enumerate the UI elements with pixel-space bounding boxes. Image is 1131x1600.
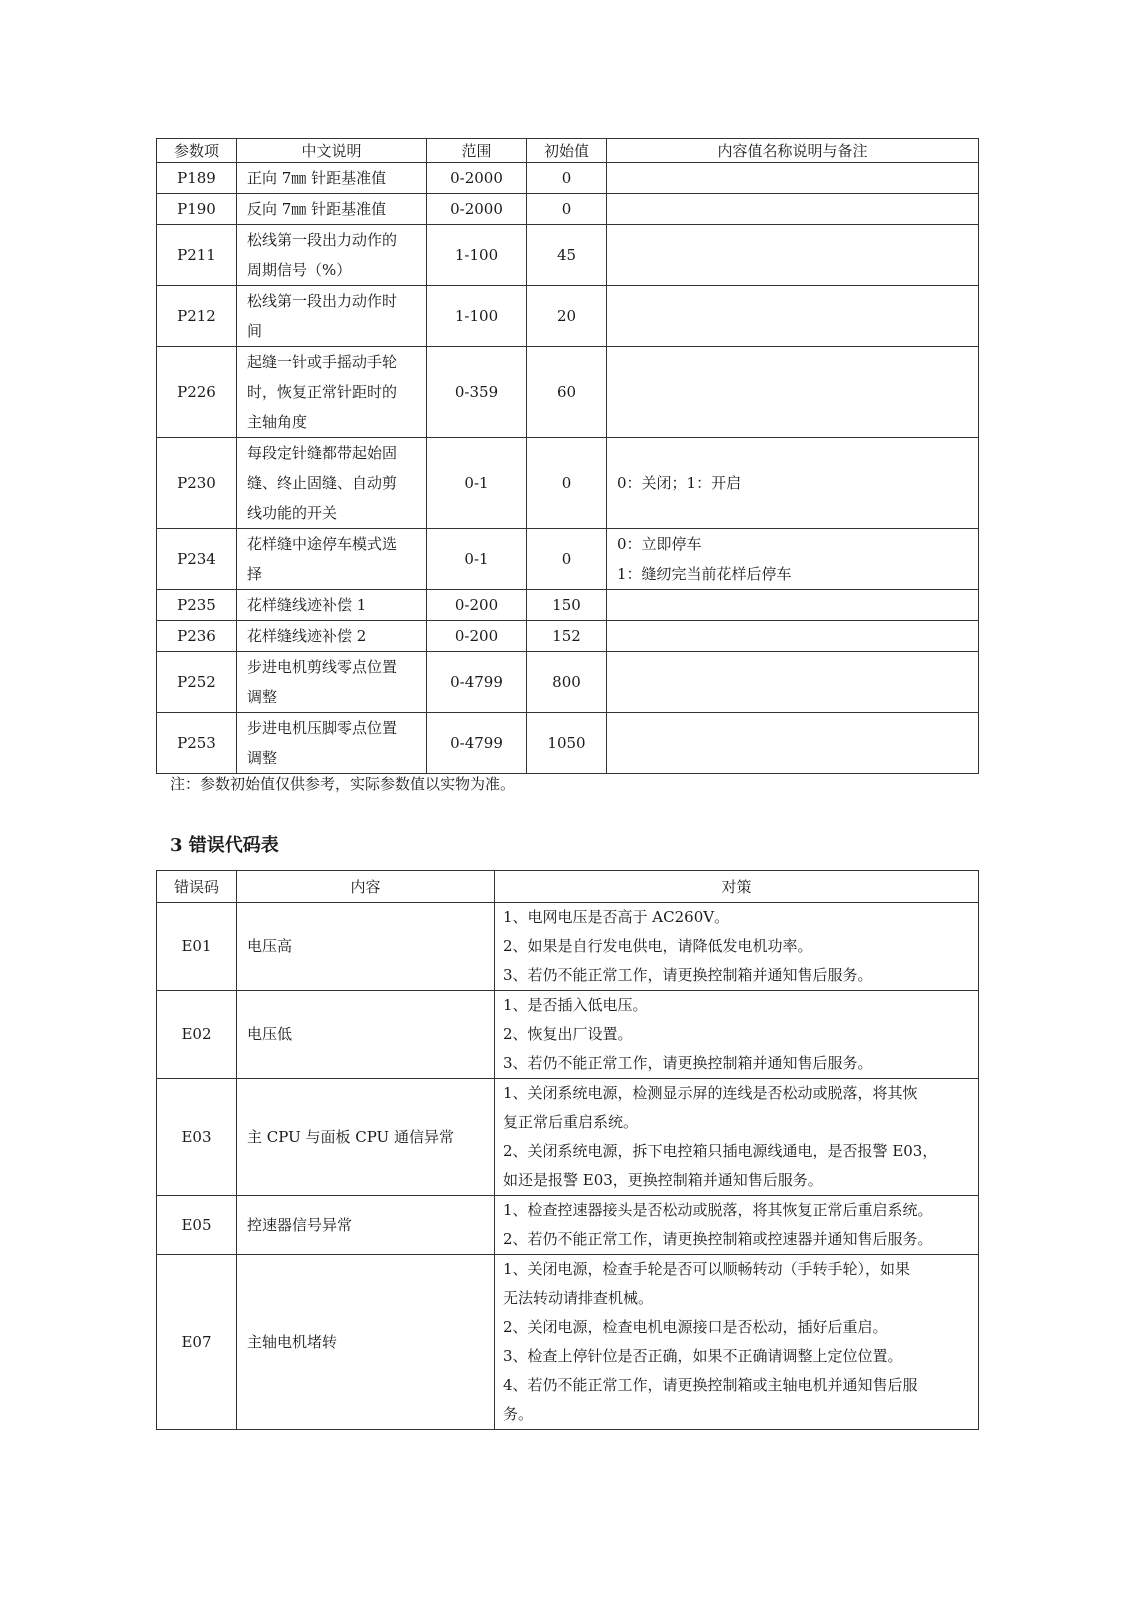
param-remarks	[607, 652, 979, 713]
description-line: 正向 7㎜ 针距基准值	[247, 169, 387, 187]
table-row	[157, 991, 979, 1079]
description-line: 步进电机压脚零点位置	[247, 719, 398, 737]
param-remarks	[607, 590, 979, 621]
header-initial-value: 初始值	[527, 139, 607, 163]
param-initial-value: 0	[527, 194, 607, 225]
remark-line: 0：关闭；1：开启	[617, 474, 742, 492]
measure-line: 如还是报警 E03，更换控制箱并通知售后服务。	[503, 1171, 823, 1189]
remark-line: 0：立即停车	[617, 535, 702, 553]
param-id: P253	[157, 713, 237, 774]
table-row	[157, 286, 979, 347]
description-line: 花样缝线迹补偿 2	[247, 627, 367, 645]
error-measures	[495, 1255, 979, 1430]
param-id: P211	[157, 225, 237, 286]
error-measures	[495, 1196, 979, 1255]
measure-line: 3、若仍不能正常工作，请更换控制箱并通知售后服务。	[503, 1054, 873, 1072]
param-initial-value: 1050	[527, 713, 607, 774]
param-remarks	[607, 194, 979, 225]
table-row	[157, 903, 979, 991]
param-initial-value: 800	[527, 652, 607, 713]
description-line: 缝、终止固缝、自动剪	[247, 474, 398, 492]
param-initial-value: 45	[527, 225, 607, 286]
measure-line: 2、若仍不能正常工作，请更换控制箱或控速器并通知售后服务。	[503, 1230, 933, 1248]
header-param-id: 参数项	[157, 139, 237, 163]
description-line: 每段定针缝都带起始固	[247, 444, 398, 462]
param-initial-value: 20	[527, 286, 607, 347]
table-row	[157, 621, 979, 652]
param-range: 0-200	[427, 590, 527, 621]
param-initial-value: 150	[527, 590, 607, 621]
param-initial-value: 0	[527, 438, 607, 529]
parameter-table-body	[157, 163, 979, 774]
description-line: 松线第一段出力动作的	[247, 231, 398, 249]
param-remarks	[607, 438, 979, 529]
param-initial-value: 0	[527, 163, 607, 194]
measure-line: 4、若仍不能正常工作，请更换控制箱或主轴电机并通知售后服	[503, 1376, 918, 1394]
param-range: 0-200	[427, 621, 527, 652]
error-content: 主轴电机堵转	[237, 1255, 495, 1430]
description-line: 步进电机剪线零点位置	[247, 658, 398, 676]
param-range: 1-100	[427, 225, 527, 286]
error-code: E01	[157, 903, 237, 991]
error-content: 电压高	[237, 903, 495, 991]
param-id: P226	[157, 347, 237, 438]
measure-line: 复正常后重启系统。	[503, 1113, 639, 1131]
error-code: E02	[157, 991, 237, 1079]
error-content: 主 CPU 与面板 CPU 通信异常	[237, 1079, 495, 1196]
param-range: 0-2000	[427, 194, 527, 225]
description-line: 调整	[247, 688, 278, 706]
param-description	[237, 590, 427, 621]
error-code: E05	[157, 1196, 237, 1255]
error-measures	[495, 991, 979, 1079]
error-code-table	[156, 870, 979, 1430]
table-row	[157, 225, 979, 286]
param-remarks	[607, 163, 979, 194]
param-id: P234	[157, 529, 237, 590]
measure-line: 3、检查上停针位是否正确，如果不正确请调整上定位位置。	[503, 1347, 903, 1365]
param-id: P212	[157, 286, 237, 347]
param-description	[237, 621, 427, 652]
param-description	[237, 225, 427, 286]
param-range: 0-4799	[427, 713, 527, 774]
param-description	[237, 194, 427, 225]
param-description	[237, 529, 427, 590]
parameter-table	[156, 138, 979, 774]
param-description	[237, 163, 427, 194]
measure-line: 1、关闭系统电源，检测显示屏的连线是否松动或脱落，将其恢	[503, 1084, 918, 1102]
header-error-code: 错误码	[157, 871, 237, 903]
error-table-body	[157, 903, 979, 1430]
section-title: 3 错误代码表	[170, 835, 279, 856]
param-range: 0-1	[427, 529, 527, 590]
description-line: 松线第一段出力动作时	[247, 292, 398, 310]
measure-line: 务。	[503, 1405, 534, 1423]
param-range: 1-100	[427, 286, 527, 347]
param-initial-value: 0	[527, 529, 607, 590]
param-id: P189	[157, 163, 237, 194]
table-row	[157, 590, 979, 621]
description-line: 起缝一针或手摇动手轮	[247, 353, 398, 371]
param-description	[237, 713, 427, 774]
param-initial-value: 152	[527, 621, 607, 652]
param-id: P235	[157, 590, 237, 621]
description-line: 线功能的开关	[247, 504, 338, 522]
header-content: 内容	[237, 871, 495, 903]
param-description	[237, 286, 427, 347]
table-row	[157, 529, 979, 590]
table-row	[157, 713, 979, 774]
description-line: 周期信号（%）	[247, 261, 352, 279]
param-remarks	[607, 529, 979, 590]
error-code: E03	[157, 1079, 237, 1196]
measure-line: 2、如果是自行发电供电，请降低发电机功率。	[503, 937, 813, 955]
param-remarks	[607, 713, 979, 774]
measure-line: 1、关闭电源，检查手轮是否可以顺畅转动（手转手轮），如果	[503, 1260, 911, 1278]
measure-line: 3、若仍不能正常工作，请更换控制箱并通知售后服务。	[503, 966, 873, 984]
error-table-header	[157, 871, 979, 903]
table-row	[157, 194, 979, 225]
param-remarks	[607, 347, 979, 438]
param-range: 0-2000	[427, 163, 527, 194]
param-id: P252	[157, 652, 237, 713]
param-remarks	[607, 621, 979, 652]
description-line: 间	[247, 322, 263, 340]
param-id: P190	[157, 194, 237, 225]
parameter-table-header	[157, 139, 979, 163]
table-row	[157, 1079, 979, 1196]
description-line: 主轴角度	[247, 413, 308, 431]
remark-line: 1：缝纫完当前花样后停车	[617, 565, 792, 583]
description-line: 择	[247, 565, 263, 583]
header-remarks: 内容值名称说明与备注	[607, 139, 979, 163]
measure-line: 2、关闭系统电源，拆下电控箱只插电源线通电，是否报警 E03，	[503, 1142, 938, 1160]
table-row	[157, 347, 979, 438]
param-range: 0-1	[427, 438, 527, 529]
measure-line: 1、是否插入低电压。	[503, 996, 648, 1014]
error-measures	[495, 1079, 979, 1196]
measure-line: 2、恢复出厂设置。	[503, 1025, 633, 1043]
table-row	[157, 438, 979, 529]
header-measures: 对策	[495, 871, 979, 903]
parameter-note: 注：参数初始值仅供参考，实际参数值以实物为准。	[170, 775, 516, 793]
measure-line: 1、检查控速器接头是否松动或脱落，将其恢复正常后重启系统。	[503, 1201, 933, 1219]
param-id: P230	[157, 438, 237, 529]
measure-line: 1、电网电压是否高于 AC260V。	[503, 908, 730, 926]
table-row	[157, 652, 979, 713]
description-line: 调整	[247, 749, 278, 767]
table-row	[157, 1255, 979, 1430]
table-row	[157, 1196, 979, 1255]
param-range: 0-4799	[427, 652, 527, 713]
error-measures	[495, 903, 979, 991]
param-description	[237, 438, 427, 529]
description-line: 时，恢复正常针距时的	[247, 383, 398, 401]
header-range: 范围	[427, 139, 527, 163]
param-remarks	[607, 286, 979, 347]
param-initial-value: 60	[527, 347, 607, 438]
measure-line: 无法转动请排查机械。	[503, 1289, 654, 1307]
error-content: 电压低	[237, 991, 495, 1079]
description-line: 反向 7㎜ 针距基准值	[247, 200, 387, 218]
header-description: 中文说明	[237, 139, 427, 163]
error-content: 控速器信号异常	[237, 1196, 495, 1255]
param-range: 0-359	[427, 347, 527, 438]
param-description	[237, 652, 427, 713]
description-line: 花样缝线迹补偿 1	[247, 596, 367, 614]
description-line: 花样缝中途停车模式选	[247, 535, 398, 553]
error-code: E07	[157, 1255, 237, 1430]
param-id: P236	[157, 621, 237, 652]
table-row	[157, 163, 979, 194]
param-description	[237, 347, 427, 438]
measure-line: 2、关闭电源，检查电机电源接口是否松动，插好后重启。	[503, 1318, 888, 1336]
param-remarks	[607, 225, 979, 286]
